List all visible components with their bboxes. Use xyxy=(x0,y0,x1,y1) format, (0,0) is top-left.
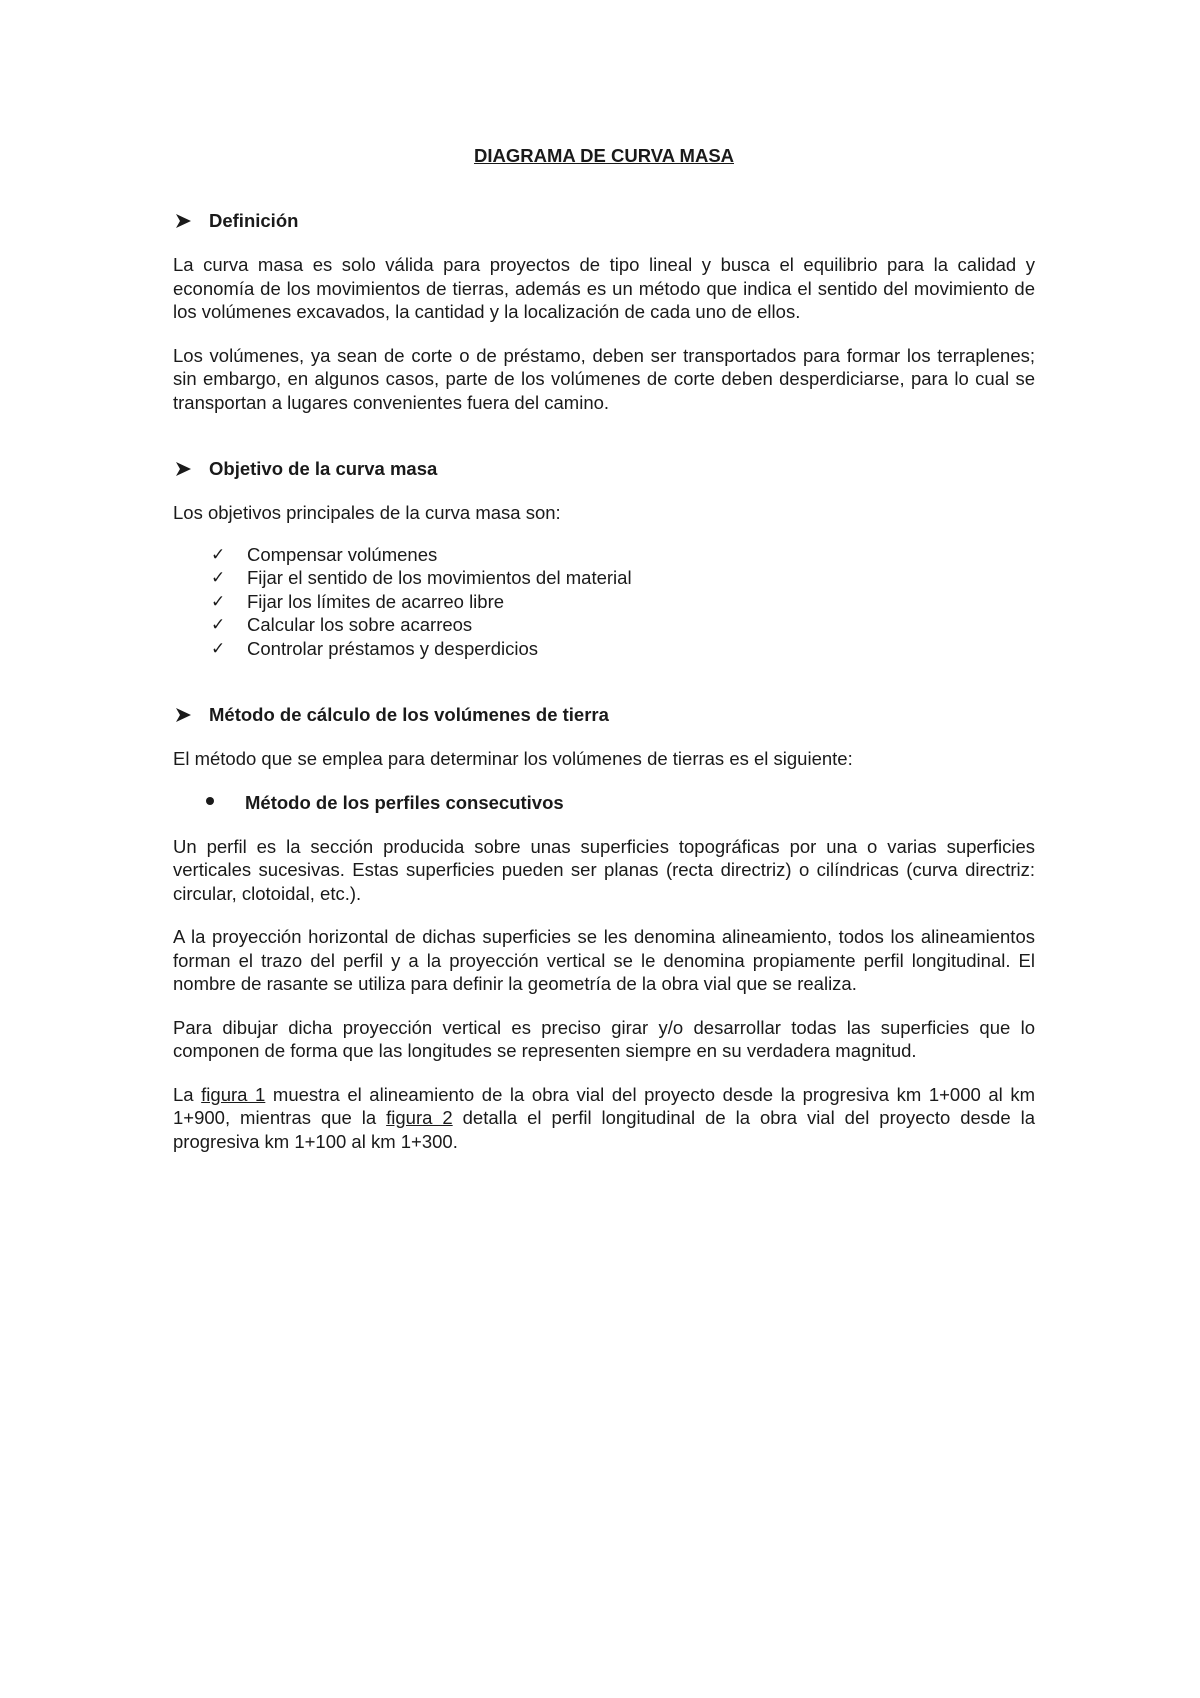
list-item: ✓ Compensar volúmenes xyxy=(211,543,438,565)
section-heading-objetivo xyxy=(173,457,1035,481)
section-heading-label: Definición xyxy=(209,210,299,232)
list-item: ✓ Fijar el sentido de los movimientos del material xyxy=(211,567,632,588)
list-item: ✓ Calcular los sobre acarreos xyxy=(211,614,473,635)
round-bullet-icon xyxy=(206,797,214,805)
arrowhead-icon xyxy=(173,211,209,231)
paragraph: Los volúmenes, ya sean de corte o de préstamo, deben ser transportados para formar los terraplenes; sin embargo, en algunos casos, parte de los volúmenes de corte deben desperdiciarse, para lo cual se transportan a lugares convenientes fuera del camino. xyxy=(173,344,1035,413)
paragraph-figures: La figura 1 muestra el alineamiento de la obra vial del proyecto desde la progresiva km 1+000 al km 1+900, mientras que la figura 2 detalla el perfil longitudinal de la obra vial del proyecto desde la progresiva km 1+100 al km 1+300. xyxy=(173,1083,1036,1152)
figure-2-link[interactable]: figura 2 xyxy=(386,1107,453,1128)
checkmark-icon: ✓ xyxy=(211,615,226,634)
section-heading-label: Objetivo de la curva masa xyxy=(209,458,438,480)
checkmark-icon: ✓ xyxy=(211,544,226,564)
arrowhead-icon xyxy=(173,705,209,725)
paragraph: Para dibujar dicha proyección vertical es preciso girar y/o desarrollar todas las superficies que lo componen de forma que las longitudes se representen siempre en su verdadera magnitud. xyxy=(173,1016,1035,1061)
arrowhead-icon xyxy=(173,459,209,479)
list-item: ✓ Fijar los límites de acarreo libre xyxy=(211,590,505,612)
document-title: DIAGRAMA DE CURVA MASA xyxy=(473,145,735,166)
subheading-label: Método de los perfiles consecutivos xyxy=(245,791,564,813)
section-heading-metodo xyxy=(173,703,1035,727)
paragraph: El método que se emplea para determinar los volúmenes de tierras es el siguiente: xyxy=(173,748,853,769)
checkmark-icon: ✓ xyxy=(211,638,226,658)
document-page xyxy=(173,144,1035,1153)
paragraph: A la proyección horizontal de dichas superficies se les denomina alineamiento, todos los alineamientos forman el trazo del perfil y a la proyección vertical se le denomina propiamente perfil longitudinal. El nombre de rasante se utiliza para definir la geometría de la obra vial que se realiza. xyxy=(173,926,1035,994)
checkmark-icon: ✓ xyxy=(211,591,226,611)
figure-1-link[interactable]: figura 1 xyxy=(201,1083,266,1105)
checkmark-icon: ✓ xyxy=(211,568,226,587)
objectives-list xyxy=(173,543,1035,661)
subheading-perfiles xyxy=(173,791,1035,815)
paragraph: La curva masa es solo válida para proyectos de tipo lineal y busca el equilibrio para la calidad y economía de los movimientos de tierras, además es un método que indica el sentido del movimiento de los volúmenes excavados, la cantidad y la localización de cada uno de ellos. xyxy=(173,254,1035,322)
paragraph: Un perfil es la sección producida sobre unas superficies topográficas por una o varias superficies verticales sucesivas. Estas superficies pueden ser planas (recta directriz) o cilíndricas (curva directriz: circular, clotoidal, etc.). xyxy=(173,835,1035,904)
section-heading-label: Método de cálculo de los volúmenes de tierra xyxy=(209,704,609,726)
paragraph: Los objetivos principales de la curva masa son: xyxy=(173,502,561,523)
list-item: ✓ Controlar préstamos y desperdicios xyxy=(211,637,538,659)
section-heading-definicion xyxy=(173,209,1035,233)
